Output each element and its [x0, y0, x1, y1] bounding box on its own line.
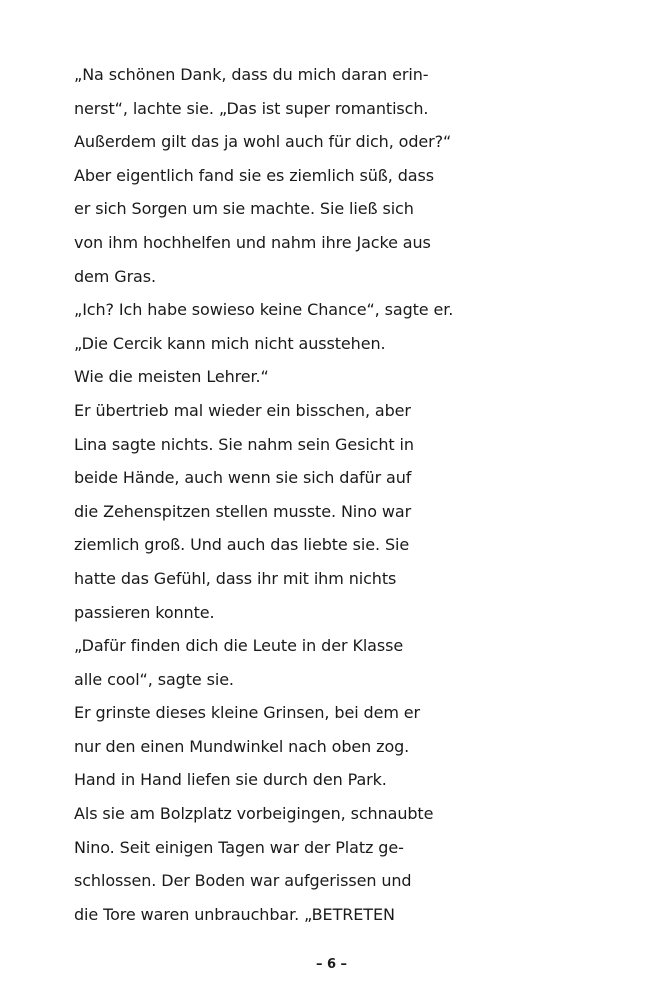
text-line: nerst“, lachte sie. „Das ist super romantisch. — [74, 98, 429, 118]
text-line: die Tore waren unbrauchbar. „BETRETEN — [74, 904, 395, 924]
text-line: „Na schönen Dank, dass du mich daran erin- — [74, 65, 429, 84]
text-line: Er grinste dieses kleine Grinsen, bei dem er — [74, 703, 421, 723]
text-line: Wie die meisten Lehrer.“ — [74, 367, 269, 387]
text-line: die Zehenspitzen stellen musste. Nino war — [74, 501, 412, 521]
text-line: Außerdem gilt das ja wohl auch für dich, oder?“ — [74, 132, 452, 152]
text-line: dem Gras. — [74, 266, 156, 286]
text-line: beide Hände, auch wenn sie sich dafür auf — [74, 468, 412, 488]
text-line: von ihm hochhelfen und nahm ihre Jacke aus — [74, 232, 431, 252]
page-number: – 6 – — [315, 957, 348, 972]
text-line: er sich Sorgen um sie machte. Sie ließ sich — [74, 199, 414, 219]
text-line: nur den einen Mundwinkel nach oben zog. — [74, 736, 410, 756]
text-line: Lina sagte nichts. Sie nahm sein Gesicht in — [74, 434, 414, 454]
text-line: Aber eigentlich fand sie es ziemlich süß, dass — [74, 165, 434, 185]
text-line: Als sie am Bolzplatz vorbeigingen, schnaubte — [74, 804, 434, 824]
text-line: „Dafür finden dich die Leute in der Klasse — [74, 636, 404, 656]
text-line: Er übertrieb mal wieder ein bisschen, aber — [74, 400, 411, 420]
text-line: hatte das Gefühl, dass ihr mit ihm nichts — [74, 568, 397, 588]
text-line: „Ich? Ich habe sowieso keine Chance“, sagte er. — [74, 300, 454, 320]
text-line: passieren konnte. — [74, 602, 215, 622]
body-text — [74, 58, 614, 931]
text-line: schlossen. Der Boden war aufgerissen und — [74, 871, 412, 891]
text-line: ziemlich groß. Und auch das liebte sie. Sie — [74, 535, 410, 555]
text-line: alle cool“, sagte sie. — [74, 669, 234, 689]
text-line: „Die Cercik kann mich nicht ausstehen. — [74, 333, 386, 353]
text-line: Nino. Seit einigen Tagen war der Platz ge- — [74, 837, 404, 857]
text-line: Hand in Hand liefen sie durch den Park. — [74, 770, 387, 790]
